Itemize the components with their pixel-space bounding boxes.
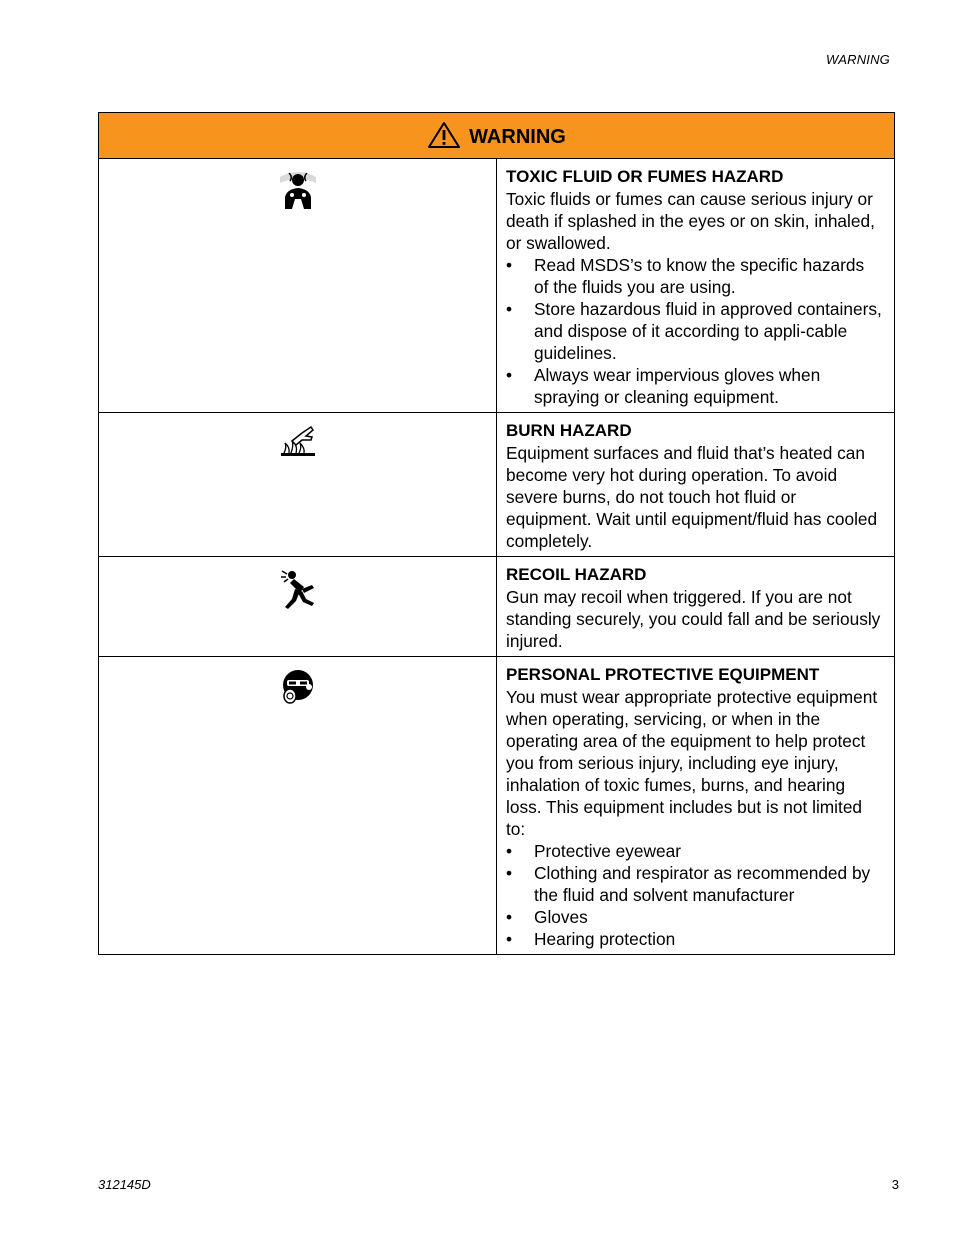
hazard-row-ppe [99, 657, 895, 955]
toxic-fumes-icon [277, 169, 319, 216]
list-item: • Always wear impervious gloves when spraying or cleaning equipment. [506, 365, 821, 407]
hazard-bullet-list [506, 840, 882, 950]
hazard-bullet-list [506, 254, 882, 408]
hazard-icon-cell [99, 657, 497, 955]
hazard-text-cell [497, 557, 895, 657]
list-item: • Hearing protection [506, 929, 676, 949]
warning-header [99, 113, 895, 159]
list-item: • Clothing and respirator as recommended by the fluid and solvent manufacturer [506, 863, 871, 905]
hazard-row-burn [99, 413, 895, 557]
list-item: • Protective eyewear [506, 841, 681, 861]
hazard-text-cell [497, 159, 895, 413]
hazard-row-recoil [99, 557, 895, 657]
list-item-text: Read MSDS’s to know the specific hazards of the fluids you are using. [534, 255, 865, 297]
hazard-icon-cell [99, 557, 497, 657]
hazard-title: BURN HAZARD [506, 421, 632, 440]
document-number: 312145D [98, 1177, 151, 1192]
hazard-icon-cell [99, 413, 497, 557]
list-item: • Read MSDS’s to know the specific hazards of the fluids you are using. [506, 255, 865, 297]
list-item-text: Clothing and respirator as recommended by the fluid and solvent manufacturer [534, 863, 871, 905]
hazard-icon-cell [99, 159, 497, 413]
hazard-title: RECOIL HAZARD [506, 565, 647, 584]
hazard-description: Equipment surfaces and fluid that’s heated can become very hot during operation. To avoid severe burns, do not touch hot fluid or equipment. Wait until equipment/fluid has cooled completely. [506, 443, 878, 551]
protective-equipment-icon [278, 667, 318, 712]
hazard-title: PERSONAL PROTECTIVE EQUIPMENT [506, 665, 820, 684]
hazard-description: Gun may recoil when triggered. If you are not standing securely, you could fall and be seriously injured. [506, 587, 881, 651]
warning-triangle-icon [427, 121, 461, 154]
hazard-title: TOXIC FLUID OR FUMES HAZARD [506, 167, 784, 186]
list-item: • Store hazardous fluid in approved containers, and dispose of it according to appli-cable guidelines. [506, 299, 882, 363]
running-header: WARNING [826, 52, 890, 67]
hazard-description: You must wear appropriate protective equipment when operating, servicing, or when in the operating area of the equipment to help protect you from serious injury, including eye injury, inhalation of toxic fumes, burns, and hearing loss. This equipment includes but is not limited to: [506, 687, 878, 839]
hazard-text-cell [497, 657, 895, 955]
warning-title: WARNING [469, 126, 566, 148]
recoil-hazard-icon [278, 567, 318, 616]
list-item-text: Store hazardous fluid in approved containers, and dispose of it according to appli-cable guidelines. [534, 299, 882, 363]
page-number: 3 [891, 1177, 899, 1192]
list-item-text: Protective eyewear [534, 841, 681, 861]
list-item: • Gloves [506, 907, 588, 927]
list-item-text: Always wear impervious gloves when spraying or cleaning equipment. [534, 365, 821, 407]
hazard-description: Toxic fluids or fumes can cause serious injury or death if splashed in the eyes or on skin, inhaled, or swallowed. [506, 189, 875, 253]
list-item-text: Gloves [534, 907, 588, 927]
list-item-text: Hearing protection [534, 929, 676, 949]
warning-table [98, 112, 895, 955]
hazard-text-cell [497, 413, 895, 557]
burn-hazard-icon [278, 423, 318, 468]
hazard-row-toxic [99, 159, 895, 413]
